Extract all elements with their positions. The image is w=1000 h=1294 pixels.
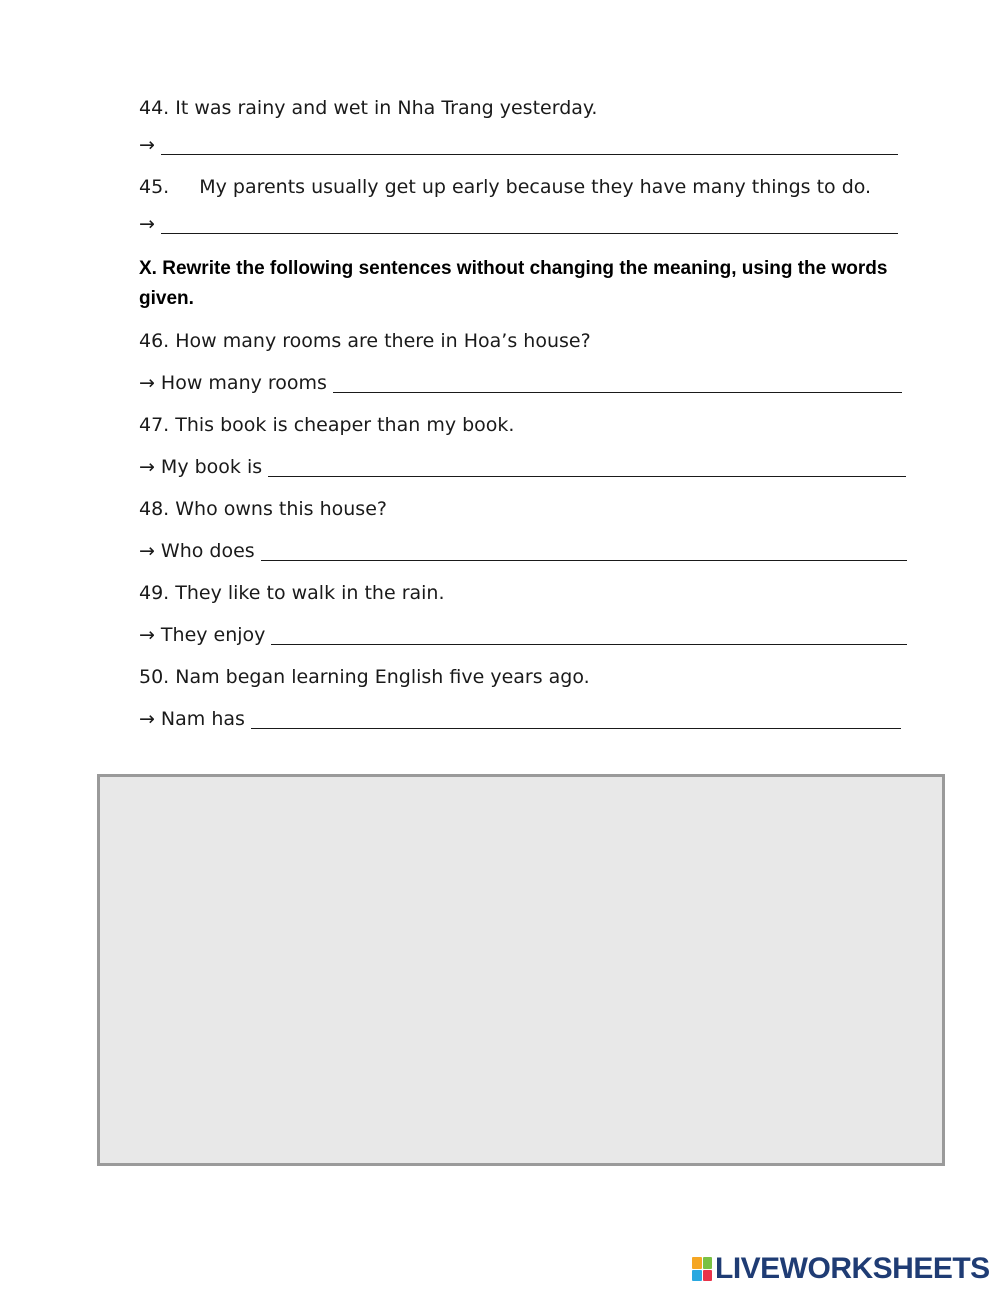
question-46: 46. How many rooms are there in Hoa’s house?: [139, 330, 591, 352]
section-heading: X. Rewrite the following sentences without changing the meaning, using the words given.: [139, 258, 888, 309]
answer-prefix-50: Nam has: [160, 708, 245, 730]
arrow-icon: →: [139, 134, 155, 156]
arrow-icon: →: [139, 708, 155, 730]
answer-prefix-48: Who does: [160, 540, 255, 562]
answer-line-45: [139, 212, 898, 236]
arrow-icon: →: [139, 213, 155, 235]
answer-line-50: [139, 707, 901, 731]
liveworksheets-logo: [692, 1252, 990, 1286]
arrow-icon: →: [139, 372, 155, 394]
question-49: 49. They like to walk in the rain.: [139, 582, 445, 604]
answer-line-46: [139, 371, 902, 395]
arrow-icon: →: [139, 624, 155, 646]
answer-line-44: [139, 133, 898, 157]
answer-line-47: [139, 455, 906, 479]
answer-blank-46[interactable]: [333, 372, 902, 393]
answer-blank-45[interactable]: [161, 213, 898, 234]
answer-blank-47[interactable]: [268, 456, 906, 477]
logo-tile: [692, 1270, 702, 1282]
answer-prefix-47: My book is: [160, 456, 263, 478]
question-45: [139, 175, 871, 199]
answer-blank-48[interactable]: [261, 540, 907, 561]
answer-blank-44[interactable]: [161, 134, 898, 155]
answer-blank-49[interactable]: [271, 624, 907, 645]
answer-line-48: [139, 539, 907, 563]
logo-text: LIVEWORKSHEETS: [715, 1252, 990, 1285]
answer-blank-50[interactable]: [251, 708, 901, 729]
question-48: 48. Who owns this house?: [139, 498, 387, 520]
answer-prefix-46: How many rooms: [160, 372, 327, 394]
logo-tile: [703, 1270, 713, 1282]
logo-tile: [692, 1257, 702, 1269]
question-45-number: 45.: [139, 176, 170, 198]
question-45-text: My parents usually get up early because they have many things to do.: [199, 176, 872, 198]
question-50: 50. Nam began learning English five years ago.: [139, 666, 590, 688]
answer-prefix-49: They enjoy: [160, 624, 266, 646]
arrow-icon: →: [139, 540, 155, 562]
question-47: 47. This book is cheaper than my book.: [139, 414, 515, 436]
answer-line-49: [139, 623, 907, 647]
image-placeholder-box: [97, 774, 945, 1166]
logo-tile: [703, 1257, 713, 1269]
question-44: 44. It was rainy and wet in Nha Trang yesterday.: [139, 97, 598, 119]
arrow-icon: →: [139, 456, 155, 478]
logo-mark-icon: [692, 1257, 712, 1281]
